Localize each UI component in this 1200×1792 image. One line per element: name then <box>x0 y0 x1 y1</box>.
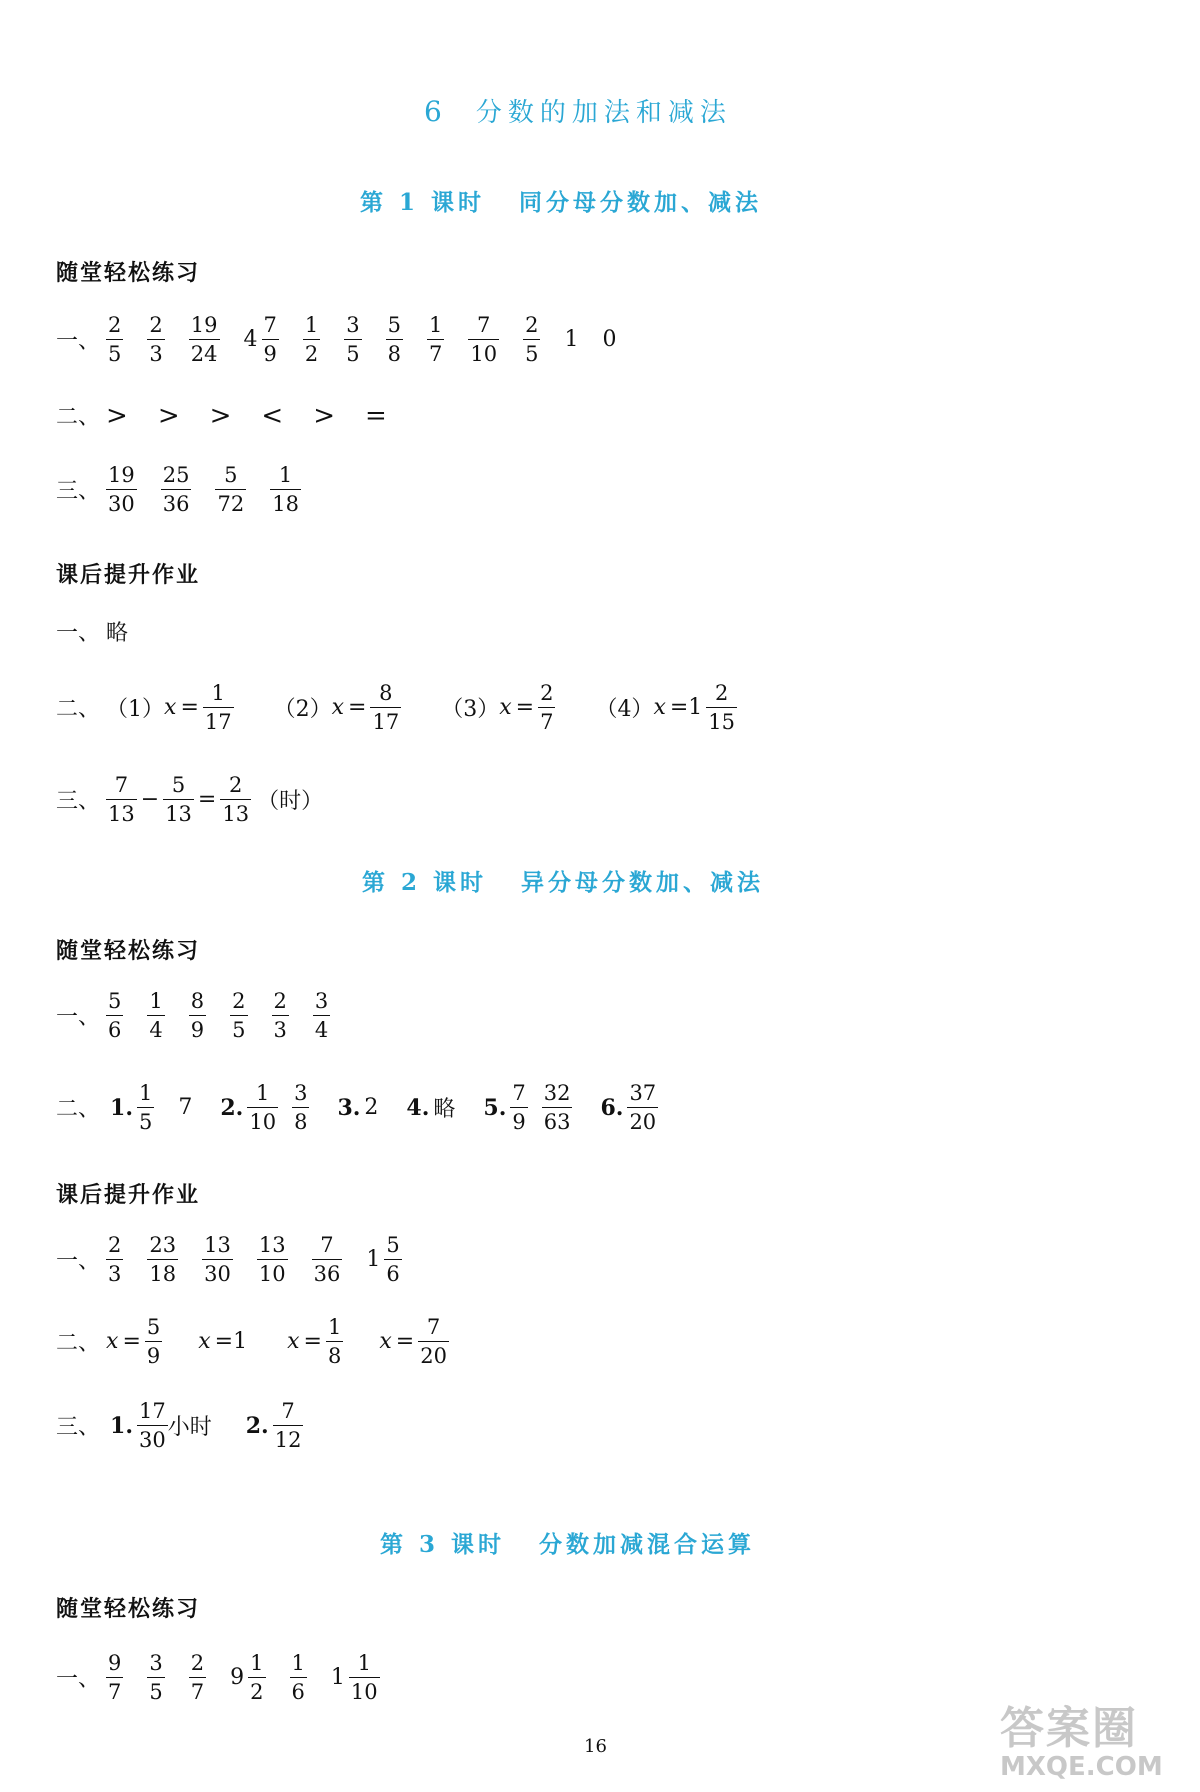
answer-value: 7 <box>178 1095 193 1120</box>
fraction: $\frac{8}{9}$ <box>190 989 205 1042</box>
equation: （3） x = $\frac{2}{7}$ <box>441 681 554 734</box>
answer-value: 0 <box>602 327 617 352</box>
fraction: $\frac{7}{9}$ <box>512 1081 526 1134</box>
section-heading: 课后提升作业 <box>56 563 201 588</box>
fraction: $\frac{5}{6}$ <box>108 989 122 1042</box>
question-label: 一、 <box>56 1005 101 1030</box>
fraction: $\frac{1}{2}$ <box>304 313 319 366</box>
section-heading: 随堂轻松练习 <box>56 939 201 964</box>
fraction: $\frac{1}{10}$ <box>249 1081 277 1134</box>
fraction: $\frac{25}{36}$ <box>162 463 190 516</box>
section-heading: 随堂轻松练习 <box>56 1597 201 1622</box>
unit-label: （时） <box>257 789 324 814</box>
comparison-symbol: < <box>261 400 284 431</box>
question-label: 一、 <box>56 329 101 354</box>
l2-hw-q2 <box>56 1314 473 1369</box>
question-label: 三、 <box>56 1415 101 1440</box>
fraction: $\frac{1}{5}$ <box>138 1081 153 1134</box>
l2-cp-q1 <box>56 988 354 1043</box>
l3-cp-q1 <box>56 1650 404 1705</box>
fraction: $\frac{1}{7}$ <box>429 313 443 366</box>
equation: （2） x = $\frac{8}{17}$ <box>273 681 400 734</box>
question-label: 三、 <box>56 789 101 814</box>
chapter-name: 分数的加法和减法 <box>475 98 732 128</box>
fraction: $\frac{3}{8}$ <box>294 1081 308 1134</box>
fraction: $\frac{37}{20}$ <box>629 1081 657 1134</box>
l1-hw-q1 <box>56 616 128 647</box>
fraction: $\frac{2}{5}$ <box>232 989 246 1042</box>
question-label: 一、 <box>56 621 101 646</box>
question-label: 二、 <box>56 697 101 722</box>
fraction: $\frac{3}{5}$ <box>149 1651 163 1704</box>
item-number: 2. <box>245 1412 269 1439</box>
l2-cp-q2 <box>56 1080 682 1135</box>
l1-cp-q2 <box>56 400 417 431</box>
fraction: $\frac{2}{3}$ <box>149 313 163 366</box>
fraction: $\frac{2}{3}$ <box>108 1233 122 1286</box>
fraction: $\frac{1}{4}$ <box>149 989 163 1042</box>
mixed-number: 9 $\frac{1}{2}$ <box>230 1651 264 1704</box>
lesson2-topic: 异分母分数加、减法 <box>521 869 765 896</box>
mixed-number: 4 $\frac{7}{9}$ <box>243 313 277 366</box>
fraction: $\frac{2}{5}$ <box>525 313 539 366</box>
question-label: 三、 <box>56 479 101 504</box>
equation: （1） x = $\frac{1}{17}$ <box>106 681 232 734</box>
minus-sign: − <box>140 787 160 812</box>
fraction: $\frac{7}{36}$ <box>313 1233 341 1286</box>
equation: x = $\frac{5}{9}$ <box>106 1315 161 1368</box>
fraction: $\frac{7}{13}$ <box>108 773 135 826</box>
fraction: $\frac{2}{13}$ <box>222 773 250 826</box>
question-label: 一、 <box>56 1249 101 1274</box>
lesson3-topic: 分数加减混合运算 <box>539 1531 756 1558</box>
fraction: $\frac{13}{10}$ <box>258 1233 286 1286</box>
comparison-symbol: > <box>157 400 180 431</box>
comparison-symbol: = <box>365 400 387 431</box>
section-heading: 课后提升作业 <box>56 1183 201 1208</box>
l1-cp-q1 <box>56 312 640 367</box>
lesson2-number: 第 2 课时 <box>362 869 488 896</box>
answer-text: 略 <box>433 1097 456 1122</box>
fraction: $\frac{17}{30}$ <box>138 1399 166 1452</box>
l1-cp-q3 <box>56 462 325 517</box>
fraction: $\frac{5}{72}$ <box>217 463 245 516</box>
item-number: 3. <box>337 1094 361 1121</box>
comparison-symbol: > <box>313 400 335 431</box>
item-number: 1. <box>110 1094 133 1121</box>
item-number: 1. <box>110 1412 133 1439</box>
answer-value: 1 <box>564 327 579 352</box>
comparison-symbol: > <box>209 400 232 431</box>
question-label: 二、 <box>56 1331 101 1356</box>
answer-text: 略 <box>106 621 129 646</box>
lesson1-number: 第 1 课时 <box>360 189 486 216</box>
answer-value: 2 <box>364 1095 379 1120</box>
equation: x = $\frac{7}{20}$ <box>379 1315 447 1368</box>
item-number: 2. <box>220 1094 244 1121</box>
fraction: $\frac{3}{4}$ <box>314 989 329 1042</box>
lesson1-topic: 同分母分数加、减法 <box>519 189 763 216</box>
fraction: $\frac{7}{10}$ <box>470 313 498 366</box>
fraction: $\frac{23}{18}$ <box>149 1233 177 1286</box>
unit-label: 小时 <box>167 1415 212 1440</box>
l1-hw-q3 <box>56 772 323 827</box>
fraction: $\frac{1}{18}$ <box>272 463 299 516</box>
equation: x = $\frac{1}{8}$ <box>287 1315 342 1368</box>
fraction: $\frac{9}{7}$ <box>108 1651 122 1704</box>
fraction: $\frac{2}{3}$ <box>273 989 287 1042</box>
item-number: 4. <box>406 1094 430 1121</box>
fraction: $\frac{5}{13}$ <box>165 773 192 826</box>
fraction: $\frac{2}{5}$ <box>108 313 122 366</box>
fraction: $\frac{7}{12}$ <box>274 1399 302 1452</box>
item-number: 6. <box>600 1094 624 1121</box>
fraction: $\frac{5}{8}$ <box>387 313 401 366</box>
fraction: $\frac{19}{30}$ <box>108 463 135 516</box>
lesson3-title <box>380 1526 755 1559</box>
fraction: $\frac{19}{24}$ <box>190 313 218 366</box>
fraction: $\frac{3}{5}$ <box>346 313 360 366</box>
fraction: $\frac{2}{7}$ <box>190 1651 205 1704</box>
mixed-number: 1 $\frac{1}{10}$ <box>330 1651 378 1704</box>
comparison-symbol: > <box>106 400 128 431</box>
lesson2-title <box>362 864 764 897</box>
fraction: $\frac{1}{6}$ <box>291 1651 305 1704</box>
question-label: 二、 <box>56 405 101 430</box>
chapter-number: 6 <box>424 95 442 128</box>
fraction: $\frac{32}{63}$ <box>543 1081 571 1134</box>
l1-hw-q2 <box>56 680 761 735</box>
section-heading: 随堂轻松练习 <box>56 261 201 286</box>
question-label: 一、 <box>56 1667 101 1692</box>
fraction: $\frac{13}{30}$ <box>204 1233 231 1286</box>
chapter-title <box>424 92 732 129</box>
question-label: 二、 <box>56 1097 101 1122</box>
equals-sign: = <box>197 787 217 812</box>
equation: x =1 <box>198 1329 248 1354</box>
page-number: 16 <box>584 1736 607 1757</box>
l2-hw-q3 <box>56 1398 303 1453</box>
mixed-number: 1 $\frac{5}{6}$ <box>366 1233 400 1286</box>
l2-hw-q1 <box>56 1232 426 1287</box>
lesson3-number: 第 3 课时 <box>380 1531 506 1558</box>
equation: （4） x =1 $\frac{2}{15}$ <box>595 681 736 734</box>
watermark-logo: 答案圈 MXQE.COM <box>1000 1703 1163 1782</box>
lesson1-title <box>360 184 762 217</box>
item-number: 5. <box>483 1094 507 1121</box>
